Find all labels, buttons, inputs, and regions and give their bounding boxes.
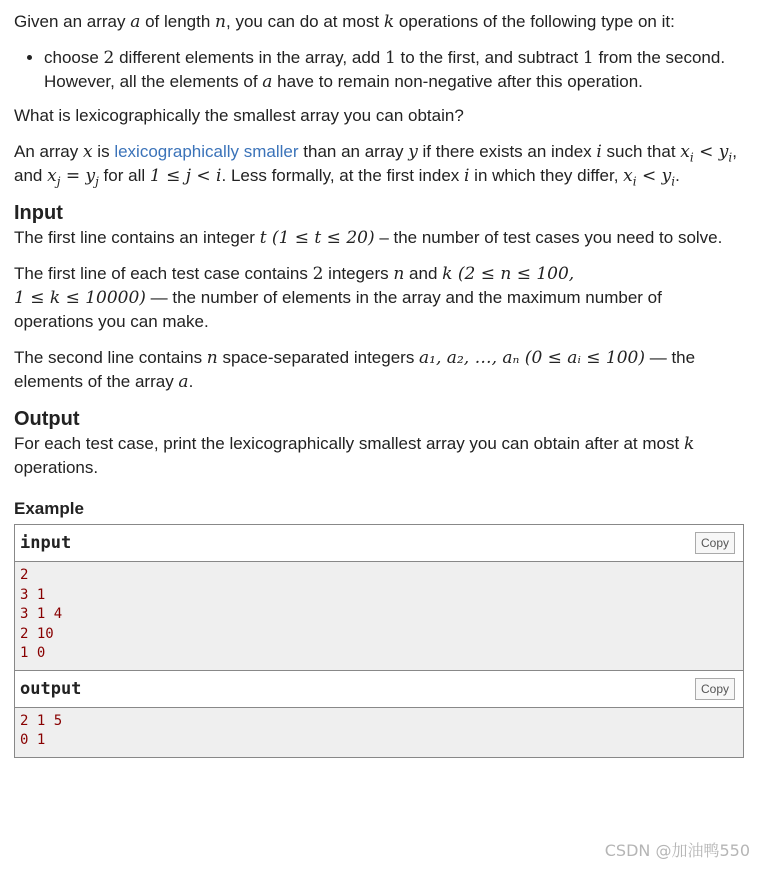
code-line: 2 [20, 567, 29, 583]
copy-output-button[interactable]: Copy [695, 678, 735, 700]
math-n: n [215, 12, 226, 32]
math-cond3: $x_i < y_i$ [623, 166, 676, 189]
lexicographic-link[interactable]: lexicographically smaller [114, 142, 299, 161]
math-i: i [596, 142, 602, 162]
math-x: x [82, 142, 93, 162]
example-input-header [15, 525, 743, 562]
math-range: (2 ≤ n ≤ 100, [452, 264, 575, 284]
math-cond1: $x_i < y_i$ [680, 142, 733, 165]
intro-paragraph [14, 10, 744, 34]
math-1: 1 [582, 48, 594, 68]
math-2: 2 [103, 48, 115, 68]
example-title: Example [14, 499, 84, 518]
operation-item: • choose 2 different elements in the array, add 1 to the first, and subtract 1 from the second. However, all the elements of a have to remain non-negative after this operation. [44, 46, 744, 94]
example-output-label: output [20, 678, 82, 699]
example-input-block [15, 562, 743, 671]
operation-list [14, 46, 744, 94]
copy-input-button[interactable]: Copy [695, 532, 735, 554]
math-k: k [683, 434, 695, 454]
math-range: 1 ≤ k ≤ 10000) [14, 288, 146, 308]
code-line: 0 1 [20, 732, 46, 748]
math-range: (0 ≤ aᵢ ≤ 100) [519, 348, 645, 368]
math-cond2: $x_j = y_j$ [47, 166, 99, 189]
math-a: a [178, 372, 189, 392]
math-y: y [408, 142, 418, 162]
math-range: 1 ≤ j < i [149, 166, 222, 186]
input-paragraph-2: The first line of each test case contains 2 integers n and k (2 ≤ n ≤ 100, 1 ≤ k ≤ 10000) — the number of elements in the array and the maximum number of operations you can make. [14, 264, 662, 331]
math-n: n [393, 264, 405, 284]
math-sequence: a₁, a₂, …, aₙ [419, 348, 520, 368]
math-2: 2 [312, 264, 324, 284]
output-section-title: Output [14, 408, 80, 430]
math-1: 1 [384, 48, 396, 68]
example-input-label: input [20, 533, 72, 553]
code-line: 2 1 5 [20, 712, 63, 729]
math-range: (1 ≤ t ≤ 20) [266, 228, 375, 248]
math-k: k [383, 12, 395, 32]
input-paragraph-1: The first line contains an integer t (1 ≤ t ≤ 20) – the number of test cases you need to solve. [14, 228, 723, 248]
code-line: 1 0 [20, 645, 46, 661]
math-k: k [442, 264, 453, 284]
text: , you can do at most [226, 12, 384, 31]
text: of length [140, 12, 216, 31]
input-paragraph-3: The second line contains n space-separated integers a₁, a₂, …, aₙ (0 ≤ aᵢ ≤ 100) — the elements of the array a. [14, 348, 696, 392]
watermark: CSDN @加油鸭550 [604, 841, 750, 860]
example-output-header [15, 671, 743, 708]
lex-definition-paragraph: An array x is lexicographically smaller than an array y if there exists an index i such that $x_i < y_i$, and $x_j = y_j$ for all 1 ≤ j < i. Less formally, at the first index i in which they differ, $x_i < y_i$. [14, 142, 737, 189]
code-line: 3 1 [20, 586, 46, 603]
math-a: a [262, 72, 273, 92]
example-box [14, 524, 744, 758]
math-t: t [259, 228, 267, 248]
math-i: i [464, 166, 470, 186]
math-n: n [206, 348, 218, 368]
output-paragraph: For each test case, print the lexicographically smallest array you can obtain after at most k operations. [14, 434, 695, 477]
code-line: 3 1 4 [20, 606, 63, 622]
question-paragraph: What is lexicographically the smallest array you can obtain? [14, 106, 464, 125]
problem-statement [14, 10, 744, 758]
math-a: a [130, 12, 141, 32]
code-line: 2 10 [20, 625, 54, 642]
text: operations of the following type on it: [394, 12, 675, 31]
text: Given an array [14, 12, 131, 31]
example-output-block [15, 708, 743, 757]
input-section-title: Input [14, 202, 63, 224]
